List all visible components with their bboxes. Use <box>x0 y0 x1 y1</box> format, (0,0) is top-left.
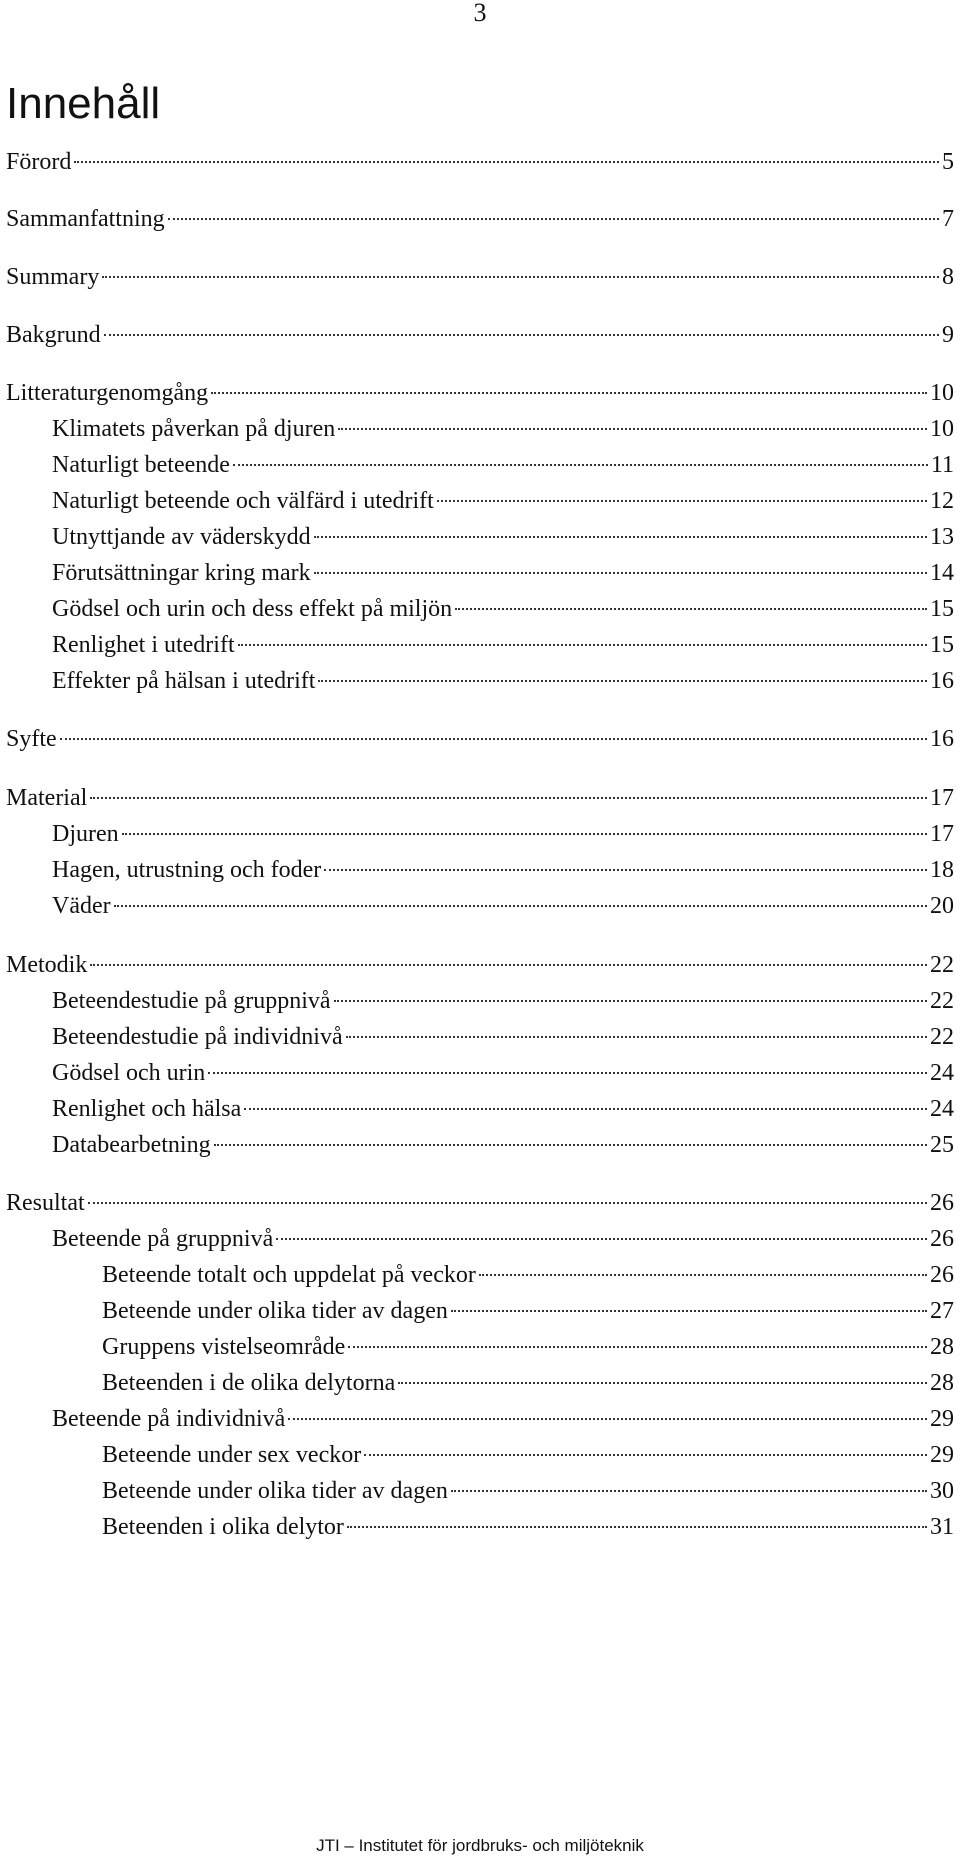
toc-entry-label: Beteende på gruppnivå <box>52 1226 274 1252</box>
toc-entry-label: Material <box>6 785 88 811</box>
toc-entry[interactable] <box>52 630 954 660</box>
toc-entry-page: 29 <box>930 1442 954 1468</box>
toc-entry[interactable] <box>6 950 954 980</box>
toc-title: Innehåll <box>6 79 161 128</box>
toc-entry-label: Naturligt beteende <box>52 452 230 478</box>
toc-entry[interactable] <box>102 1260 954 1290</box>
toc-entry[interactable] <box>6 724 954 754</box>
toc-leader <box>455 608 927 610</box>
toc-entry[interactable] <box>52 891 954 921</box>
toc-entry-label: Beteenden i de olika delytorna <box>102 1370 396 1396</box>
toc-leader <box>347 1526 927 1528</box>
toc-entry-page: 14 <box>930 560 954 586</box>
toc-entry-page: 10 <box>930 380 954 406</box>
toc-entry-page: 22 <box>930 988 954 1014</box>
toc-entry[interactable] <box>52 594 954 624</box>
toc-entry-label: Databearbetning <box>52 1132 211 1158</box>
toc-entry-page: 15 <box>930 632 954 658</box>
toc-entry-label: Beteendestudie på gruppnivå <box>52 988 331 1014</box>
toc-entry[interactable] <box>6 147 954 177</box>
toc-entry-page: 31 <box>930 1514 954 1540</box>
toc-entry-label: Hagen, utrustning och foder <box>52 857 322 883</box>
toc-entry-page: 22 <box>930 952 954 978</box>
toc-entry-page: 13 <box>930 524 954 550</box>
toc-entry[interactable] <box>52 1022 954 1052</box>
toc-leader <box>276 1238 927 1240</box>
toc-entry-label: Litteraturgenomgång <box>6 380 209 406</box>
toc-leader <box>338 428 927 430</box>
toc-entry-label: Beteende under sex veckor <box>102 1442 362 1468</box>
toc-entry[interactable] <box>52 855 954 885</box>
toc-entry-label: Renlighet i utedrift <box>52 632 235 658</box>
toc-entry[interactable] <box>102 1332 954 1362</box>
toc-entry[interactable] <box>52 1130 954 1160</box>
toc-entry-page: 26 <box>930 1226 954 1252</box>
toc-entry[interactable] <box>52 666 954 696</box>
toc-entry-page: 24 <box>930 1060 954 1086</box>
toc-leader <box>74 161 939 163</box>
toc-leader <box>233 464 928 466</box>
toc-leader <box>238 644 927 646</box>
toc-entry-label: Gödsel och urin och dess effekt på miljön <box>52 596 453 622</box>
toc-entry[interactable] <box>52 819 954 849</box>
toc-leader <box>479 1274 927 1276</box>
toc-entry-page: 30 <box>930 1478 954 1504</box>
toc-entry[interactable] <box>102 1512 954 1542</box>
toc-entry-page: 17 <box>930 821 954 847</box>
toc-entry-page: 16 <box>930 668 954 694</box>
toc-entry[interactable] <box>52 986 954 1016</box>
toc-leader <box>60 738 927 740</box>
toc-leader <box>90 964 927 966</box>
toc-entry-label: Sammanfattning <box>6 206 165 232</box>
toc-leader <box>102 276 939 278</box>
toc-leader <box>314 572 927 574</box>
toc-entry-page: 11 <box>930 452 954 478</box>
toc-entry-label: Beteendestudie på individnivå <box>52 1024 343 1050</box>
toc-entry[interactable] <box>6 1188 954 1218</box>
toc-entry-label: Summary <box>6 264 100 290</box>
toc-entry[interactable] <box>6 262 954 292</box>
toc-entry-page: 29 <box>930 1406 954 1432</box>
toc-entry-label: Gödsel och urin <box>52 1060 206 1086</box>
toc-entry[interactable] <box>102 1440 954 1470</box>
toc-entry-page: 7 <box>942 206 954 232</box>
toc-entry[interactable] <box>52 558 954 588</box>
toc-entry-label: Utnyttjande av väderskydd <box>52 524 311 550</box>
toc-entry-label: Beteende totalt och uppdelat på veckor <box>102 1262 476 1288</box>
toc-entry-label: Syfte <box>6 726 57 752</box>
toc-entry-label: Resultat <box>6 1190 85 1216</box>
toc-entry-page: 10 <box>930 416 954 442</box>
toc-leader <box>90 797 927 799</box>
toc-entry[interactable] <box>6 783 954 813</box>
page-number: 3 <box>473 0 487 27</box>
toc-entry[interactable] <box>52 1404 954 1434</box>
toc-entry-label: Beteenden i olika delytor <box>102 1514 344 1540</box>
toc-entry-page: 27 <box>930 1298 954 1324</box>
toc-leader <box>348 1346 927 1348</box>
toc-entry[interactable] <box>52 1224 954 1254</box>
toc-entry-page: 24 <box>930 1096 954 1122</box>
toc-leader <box>314 536 927 538</box>
toc-entry[interactable] <box>102 1296 954 1326</box>
toc-leader <box>88 1202 927 1204</box>
toc-entry[interactable] <box>52 486 954 516</box>
toc-entry-page: 16 <box>930 726 954 752</box>
toc-leader <box>324 869 927 871</box>
toc-leader <box>451 1310 927 1312</box>
toc-leader <box>437 500 927 502</box>
toc-entry[interactable] <box>6 320 954 350</box>
toc-entry-page: 8 <box>942 264 954 290</box>
toc-leader <box>122 833 927 835</box>
toc-leader <box>346 1036 927 1038</box>
toc-entry-page: 26 <box>930 1262 954 1288</box>
toc-entry-page: 15 <box>930 596 954 622</box>
toc-entry-page: 25 <box>930 1132 954 1158</box>
toc-entry-page: 20 <box>930 893 954 919</box>
toc-entry[interactable] <box>102 1476 954 1506</box>
toc-entry[interactable] <box>52 1058 954 1088</box>
toc-leader <box>398 1382 927 1384</box>
toc-entry[interactable] <box>6 378 954 408</box>
toc-entry[interactable] <box>52 522 954 552</box>
toc-leader <box>244 1108 927 1110</box>
toc-entry-label: Bakgrund <box>6 322 101 348</box>
toc-entry-page: 12 <box>930 488 954 514</box>
toc-entry[interactable] <box>6 204 954 234</box>
toc-entry-label: Beteende under olika tider av dagen <box>102 1478 448 1504</box>
toc-entry-label: Gruppens vistelseområde <box>102 1334 346 1360</box>
toc-leader <box>364 1454 927 1456</box>
toc-leader <box>208 1072 927 1074</box>
toc-leader <box>214 1144 927 1146</box>
toc-entry-page: 28 <box>930 1370 954 1396</box>
toc-leader <box>114 905 927 907</box>
toc-entry-label: Väder <box>52 893 111 919</box>
toc-entry[interactable] <box>52 1094 954 1124</box>
toc-leader <box>334 1000 927 1002</box>
toc-leader <box>288 1418 927 1420</box>
toc-entry-label: Beteende under olika tider av dagen <box>102 1298 448 1324</box>
toc-entry-label: Djuren <box>52 821 119 847</box>
toc-entry-label: Renlighet och hälsa <box>52 1096 242 1122</box>
toc-entry-label: Klimatets påverkan på djuren <box>52 416 336 442</box>
page-footer: JTI – Institutet för jordbruks- och miljöteknik <box>316 1836 644 1855</box>
toc-entry-page: 18 <box>930 857 954 883</box>
toc-entry-page: 26 <box>930 1190 954 1216</box>
toc-entry-page: 22 <box>930 1024 954 1050</box>
toc-entry-label: Beteende på individnivå <box>52 1406 286 1432</box>
toc-entry-page: 5 <box>942 149 954 175</box>
toc-leader <box>168 218 939 220</box>
toc-leader <box>104 334 939 336</box>
toc-leader <box>318 680 927 682</box>
toc-entry[interactable] <box>52 414 954 444</box>
toc-entry-page: 17 <box>930 785 954 811</box>
toc-entry-label: Metodik <box>6 952 88 978</box>
toc-entry-label: Effekter på hälsan i utedrift <box>52 668 316 694</box>
toc-entry[interactable] <box>52 450 954 480</box>
toc-entry[interactable] <box>102 1368 954 1398</box>
toc-leader <box>451 1490 927 1492</box>
toc-entry-page: 28 <box>930 1334 954 1360</box>
toc-entry-label: Förutsättningar kring mark <box>52 560 311 586</box>
toc-leader <box>211 392 927 394</box>
toc-entry-label: Förord <box>6 149 72 175</box>
toc-entry-page: 9 <box>942 322 954 348</box>
toc-entry-label: Naturligt beteende och välfärd i utedrift <box>52 488 434 514</box>
